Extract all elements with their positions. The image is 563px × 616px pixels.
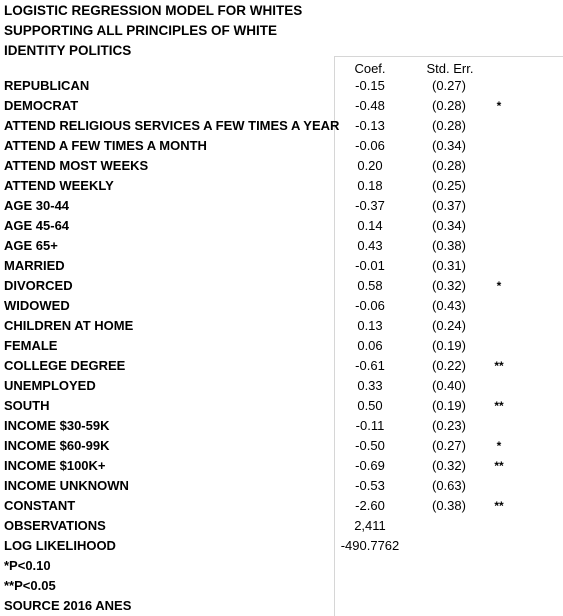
significance-marker: * xyxy=(496,439,502,453)
row-label: ATTEND A FEW TIMES A MONTH xyxy=(4,138,207,153)
header-coef: Coef. xyxy=(354,61,386,76)
coef-value: 0.06 xyxy=(357,338,383,353)
header-rule xyxy=(334,56,563,57)
row-label: CONSTANT xyxy=(4,498,76,513)
row-label: COLLEGE DEGREE xyxy=(4,358,126,373)
table-row xyxy=(0,396,563,416)
std-err-value: (0.22) xyxy=(432,358,466,373)
table-row xyxy=(0,296,563,316)
std-err-value: (0.34) xyxy=(432,218,466,233)
row-label: AGE 45-64 xyxy=(4,218,70,233)
table-row xyxy=(0,416,563,436)
coef-value: -490.7762 xyxy=(340,538,400,553)
coef-value: -0.06 xyxy=(355,298,385,313)
table-row xyxy=(0,276,563,296)
row-label: INCOME $60-99K xyxy=(4,438,110,453)
std-err-value: (0.43) xyxy=(432,298,466,313)
table-row xyxy=(0,336,563,356)
row-label: ATTEND RELIGIOUS SERVICES A FEW TIMES A YEAR xyxy=(4,118,340,133)
std-err-value: (0.28) xyxy=(432,118,466,133)
std-err-value: (0.63) xyxy=(432,478,466,493)
significance-marker: ** xyxy=(494,459,504,473)
table-row xyxy=(0,116,563,136)
table-row xyxy=(0,96,563,116)
table-row xyxy=(0,156,563,176)
coef-value: -0.11 xyxy=(355,418,385,433)
table-row xyxy=(0,136,563,156)
table-row xyxy=(0,216,563,236)
std-err-value: (0.32) xyxy=(432,278,466,293)
coef-value: -0.50 xyxy=(355,438,385,453)
row-label: **P<0.05 xyxy=(4,578,56,593)
std-err-value: (0.27) xyxy=(432,78,466,93)
significance-marker: ** xyxy=(494,499,504,513)
table-row xyxy=(0,476,563,496)
table-row xyxy=(0,76,563,96)
std-err-value: (0.24) xyxy=(432,318,466,333)
row-label: OBSERVATIONS xyxy=(4,518,106,533)
table-row xyxy=(0,196,563,216)
row-label: ATTEND WEEKLY xyxy=(4,178,114,193)
coef-value: -0.15 xyxy=(355,78,385,93)
coef-value: 0.33 xyxy=(357,378,383,393)
coef-value: 0.13 xyxy=(357,318,383,333)
significance-marker: * xyxy=(496,279,502,293)
row-label: *P<0.10 xyxy=(4,558,51,573)
row-label: LOG LIKELIHOOD xyxy=(4,538,116,553)
table-row xyxy=(0,256,563,276)
header-std-err: Std. Err. xyxy=(426,61,474,76)
coef-value: -0.53 xyxy=(355,478,385,493)
row-label: SOURCE 2016 ANES xyxy=(4,598,132,613)
coef-value: -0.48 xyxy=(355,98,385,113)
coef-value: -0.61 xyxy=(355,358,385,373)
row-label: CHILDREN AT HOME xyxy=(4,318,134,333)
table-row xyxy=(0,376,563,396)
row-label: INCOME UNKNOWN xyxy=(4,478,129,493)
table-row xyxy=(0,576,563,596)
table-row xyxy=(0,536,563,556)
row-label: WIDOWED xyxy=(4,298,70,313)
std-err-value: (0.34) xyxy=(432,138,466,153)
table-row xyxy=(0,496,563,516)
row-label: DIVORCED xyxy=(4,278,73,293)
table-row xyxy=(0,176,563,196)
coef-value: -0.13 xyxy=(355,118,385,133)
coef-value: 0.50 xyxy=(357,398,383,413)
table-row xyxy=(0,356,563,376)
table-row xyxy=(0,456,563,476)
row-label: DEMOCRAT xyxy=(4,98,79,113)
std-err-value: (0.38) xyxy=(432,238,466,253)
table-row xyxy=(0,596,563,616)
coef-value: 0.43 xyxy=(357,238,383,253)
row-label: SOUTH xyxy=(4,398,50,413)
coef-value: -0.69 xyxy=(355,458,385,473)
row-label: AGE 30-44 xyxy=(4,198,70,213)
row-label: MARRIED xyxy=(4,258,65,273)
std-err-value: (0.27) xyxy=(432,438,466,453)
coef-value: 0.20 xyxy=(357,158,383,173)
std-err-value: (0.25) xyxy=(432,178,466,193)
row-label: FEMALE xyxy=(4,338,58,353)
coef-value: 0.58 xyxy=(357,278,383,293)
row-label: AGE 65+ xyxy=(4,238,58,253)
coef-value: 0.14 xyxy=(357,218,383,233)
coef-value: -0.06 xyxy=(355,138,385,153)
significance-marker: * xyxy=(496,99,502,113)
std-err-value: (0.32) xyxy=(432,458,466,473)
coef-value: 0.18 xyxy=(357,178,383,193)
std-err-value: (0.28) xyxy=(432,158,466,173)
row-label: REPUBLICAN xyxy=(4,78,90,93)
std-err-value: (0.40) xyxy=(432,378,466,393)
std-err-value: (0.19) xyxy=(432,398,466,413)
coef-value: -2.60 xyxy=(355,498,385,513)
table-row xyxy=(0,516,563,536)
std-err-value: (0.19) xyxy=(432,338,466,353)
row-label: UNEMPLOYED xyxy=(4,378,96,393)
std-err-value: (0.28) xyxy=(432,98,466,113)
std-err-value: (0.31) xyxy=(432,258,466,273)
coef-value: -0.37 xyxy=(355,198,385,213)
row-label: INCOME $30-59K xyxy=(4,418,110,433)
significance-marker: ** xyxy=(494,359,504,373)
std-err-value: (0.38) xyxy=(432,498,466,513)
table-row xyxy=(0,236,563,256)
table-title: LOGISTIC REGRESSION MODEL FOR WHITES SUPPORTING ALL PRINCIPLES OF WHITE IDENTITY POLITICS xyxy=(4,3,303,58)
table-row xyxy=(0,316,563,336)
row-label: INCOME $100K+ xyxy=(4,458,106,473)
std-err-value: (0.37) xyxy=(432,198,466,213)
table-row xyxy=(0,436,563,456)
table-row xyxy=(0,556,563,576)
row-label: ATTEND MOST WEEKS xyxy=(4,158,149,173)
std-err-value: (0.23) xyxy=(432,418,466,433)
coef-value: 2,411 xyxy=(354,518,386,533)
coef-value: -0.01 xyxy=(355,258,385,273)
significance-marker: ** xyxy=(494,399,504,413)
